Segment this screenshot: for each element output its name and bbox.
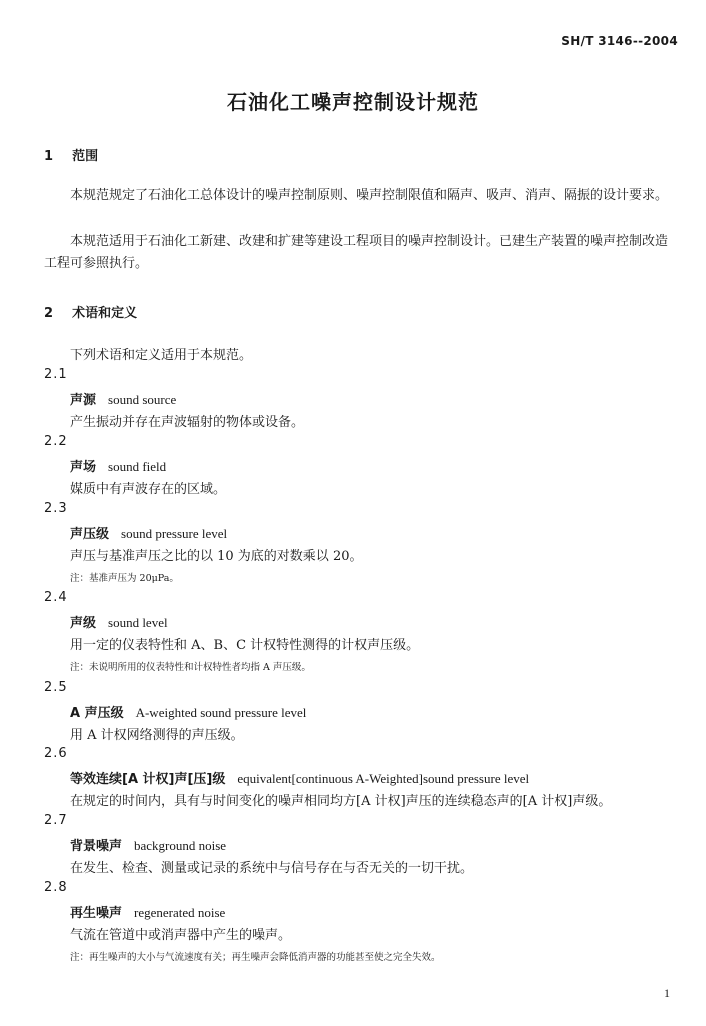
term-chinese: 等效连续[A 计权]声[压]级 [70,772,226,787]
term-definition: 用一定的仪表特性和 A、B、C 计权特性测得的计权声压级。 [70,638,420,653]
clause-number: 2.6 [44,746,68,761]
term-english: sound source [108,392,177,407]
term-entry [70,902,225,921]
term-english: regenerated noise [134,905,226,920]
clause-number: 2.4 [44,590,68,605]
term-entry [70,835,226,854]
section-title: 范围 [72,149,99,164]
term-english: sound level [108,615,168,630]
term-english: background noise [134,838,227,853]
clause-number: 2.1 [44,367,68,382]
page-number: 1 [664,986,670,1000]
section-1-heading [44,145,98,164]
term-english: equivalent[continuous A-Weighted]sound pressure level [237,771,530,786]
section-2-heading [44,302,137,321]
section-number: 1 [44,149,54,164]
section-title: 术语和定义 [72,306,138,321]
term-entry [70,456,166,475]
standard-code: SH/T 3146--2004 [561,34,678,48]
term-note: 注：未说明所用的仪表特性和计权特性者均指 A 声压级。 [70,662,311,673]
term-chinese: 声场 [70,460,97,475]
section-2-intro: 下列术语和定义适用于本规范。 [70,348,253,363]
term-chinese: 声源 [70,393,97,408]
term-chinese: 声级 [70,616,97,631]
term-chinese: A 声压级 [70,706,124,721]
section-1-paragraph-2: 本规范适用于石油化工新建、改建和扩建等建设工程项目的噪声控制设计。已建生产装置的噪声控制改造工程可参照执行。 [44,234,669,271]
term-entry [70,612,168,631]
term-definition: 在发生、检查、测量或记录的系统中与信号存在与否无关的一切干扰。 [70,861,474,876]
term-note: 注：再生噪声的大小与气流速度有关；再生噪声会降低消声器的功能甚至使之完全失效。 [70,952,441,963]
clause-number: 2.7 [44,813,68,828]
term-definition: 声压与基准声压之比的以 10 为底的对数乘以 20。 [70,549,363,564]
term-chinese: 声压级 [70,527,110,542]
term-entry [70,523,227,542]
clause-number: 2.8 [44,880,68,895]
term-english: sound field [108,459,167,474]
clause-number: 2.2 [44,434,68,449]
term-definition: 气流在管道中或消声器中产生的噪声。 [70,928,292,943]
term-definition: 在规定的时间内，具有与时间变化的噪声相同均方[A 计权]声压的连续稳态声的[A 计权]声级。 [70,794,612,809]
term-definition: 用 A 计权网络测得的声压级。 [70,728,244,743]
term-chinese: 再生噪声 [70,906,123,921]
term-definition: 媒质中有声波存在的区域。 [70,482,227,497]
term-chinese: 背景噪声 [70,839,123,854]
term-english: A-weighted sound pressure level [135,705,307,720]
document-title: 石油化工噪声控制设计规范 [227,90,479,114]
section-number: 2 [44,306,54,321]
term-entry [70,702,306,721]
term-note: 注：基准声压为 20μPa。 [70,573,179,584]
term-entry [70,768,529,787]
section-1-paragraph-1: 本规范规定了石油化工总体设计的噪声控制原则、噪声控制限值和隔声、吸声、消声、隔振的设计要求。 [70,188,669,203]
clause-number: 2.3 [44,501,68,516]
term-english: sound pressure level [121,526,228,541]
term-definition: 产生振动并存在声波辐射的物体或设备。 [70,415,305,430]
term-entry [70,389,176,408]
clause-number: 2.5 [44,680,68,695]
